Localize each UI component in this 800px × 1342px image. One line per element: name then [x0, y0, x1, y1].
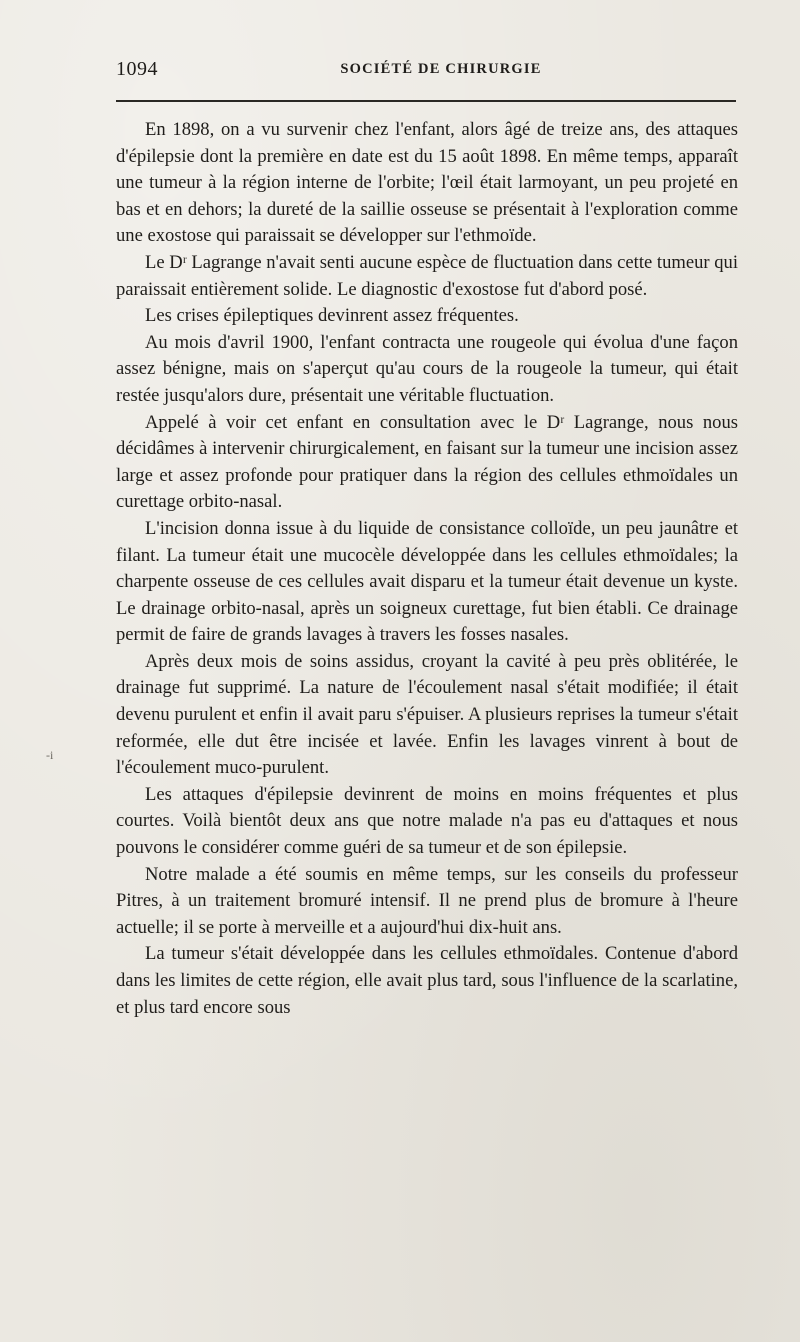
paragraph-lagrange-diagnosis: Le Dʳ Lagrange n'avait senti aucune espèce de fluctuation dans cette tumeur qui paraissait entièrement solide. Le diagnostic d'exostose fut d'abord posé. [116, 251, 738, 300]
paragraph-bromide-treatment: Notre malade a été soumis en même temps, sur les conseils du professeur Pitres, à un traitement bromuré intensif. Il ne prend plus de bromure à l'heure actuelle; il se porte à merveille et a aujourd'hui dix-huit ans. [116, 863, 738, 938]
paragraph-incision: L'incision donna issue à du liquide de consistance colloïde, un peu jaunâtre et filant. La tumeur était une mucocèle développée dans les cellules ethmoïdales; la charpente osseuse de ces cellules avait disparu et la tumeur était devenue un kyste. Le drainage orbito-nasal, après un soigneux curettage, fut bien établi. Ce drainage permit de faire de grands lavages à travers les fosses nasales. [116, 517, 738, 646]
paragraph-seizures: Les crises épileptiques devinrent assez fréquentes. [145, 305, 519, 327]
margin-mark: -i [46, 748, 54, 762]
paragraph-drainage-removed: Après deux mois de soins assidus, croyant la cavité à peu près oblitérée, le drainage fut supprimé. La nature de l'écoulement nasal s'était modifiée; il était devenu purulent et enfin il avait paru s'épuiser. A plusieurs reprises la tumeur s'était reformée, elle dut être incisée et lavée. Enfin les lavages vinrent à bout de l'écoulement muco-purulent. [116, 650, 738, 779]
header-rule [116, 100, 736, 102]
paragraph-epilepsy-onset: En 1898, on a vu survenir chez l'enfant, alors âgé de treize ans, des attaques d'épilepsie dont la première en date est du 15 août 1898. En même temps, apparaît une tumeur à la région interne de l'orbite; l'œil était larmoyant, un peu projeté en bas et en dehors; la dureté de la saillie osseuse se présentait à l'exploration comme une exostose qui paraissait se développer sur l'ethmoïde. [116, 119, 738, 247]
paragraph-tumor-development: La tumeur s'était développée dans les cellules ethmoïdales. Contenue d'abord dans les limites de cette région, elle avait plus tard, sous l'influence de la scarlatine, et plus tard encore sous [116, 943, 738, 1018]
journal-title: SOCIÉTÉ DE CHIRURGIE [340, 61, 542, 77]
paragraph-measles: Au mois d'avril 1900, l'enfant contracta une rougeole qui évolua d'une façon assez bénigne, mais on s'aperçut qu'au cours de la rougeole la tumeur, qui était restée jusqu'alors dure, présentait une véritable fluctuation. [116, 331, 738, 406]
paragraph-consultation: Appelé à voir cet enfant en consultation avec le Dʳ Lagrange, nous nous décidâmes à intervenir chirurgicalement, en faisant sur la tumeur une incision assez large et assez profonde pour pratiquer dans la région des cellules ethmoïdales un curettage orbito-nasal. [116, 411, 738, 513]
running-header [116, 58, 736, 88]
page-number: 1094 [116, 58, 158, 80]
paragraph-outcome: Les attaques d'épilepsie devinrent de moins en moins fréquentes et plus courtes. Voilà bientôt deux ans que notre malade n'a pas eu d'attaques et nous pouvons le considérer comme guéri de sa tumeur et de son épilepsie. [116, 783, 738, 859]
body-text [116, 117, 738, 1021]
